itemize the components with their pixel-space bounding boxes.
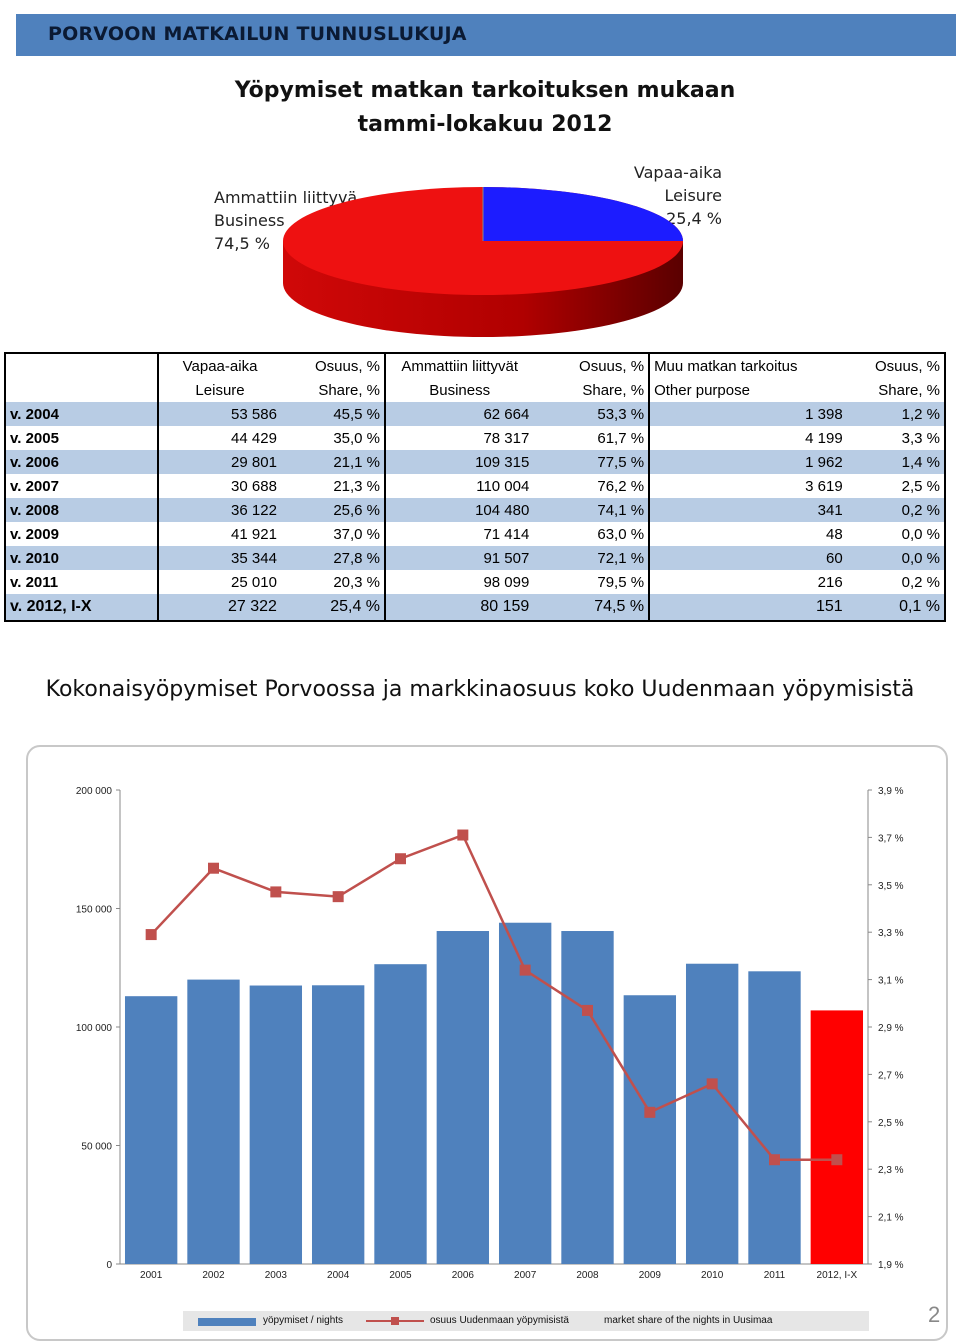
share-marker: [457, 830, 468, 841]
page-number: 2: [928, 1302, 941, 1327]
right-tick-label: 3,7 %: [878, 833, 904, 845]
legend-share-swatch: [366, 1315, 424, 1327]
cell-other-share: 1,2 %: [847, 402, 945, 426]
cell-business: 109 315: [385, 450, 533, 474]
th-business-en: Business: [429, 381, 491, 399]
cell-other-share: 0,0 %: [847, 522, 945, 546]
x-tick-label: 2009: [638, 1270, 661, 1281]
cell-year: v. 2012, I-X: [5, 594, 158, 621]
x-tick-label: 2001: [140, 1270, 163, 1281]
cell-leisure: 29 801: [158, 450, 281, 474]
share-marker: [146, 929, 157, 940]
x-tick-label: 2005: [389, 1270, 412, 1281]
bar: [811, 1010, 863, 1264]
right-tick-label: 3,3 %: [878, 928, 904, 940]
cell-leisure-share: 21,3 %: [281, 474, 385, 498]
cell-leisure: 25 010: [231, 573, 277, 591]
bar: [561, 931, 613, 1264]
pie-business-name: Ammattiin liittyvä: [214, 188, 358, 207]
th-leisure-share: Osuus, %: [281, 353, 385, 378]
cell-leisure-share: 20,3 %: [281, 570, 385, 594]
right-tick-label: 1,9 %: [878, 1260, 904, 1271]
th-other-share-en: Share, %: [847, 378, 945, 402]
cell-other-share: 1,4 %: [847, 450, 945, 474]
cell-business-share: 53,3 %: [533, 402, 649, 426]
combo-chart-title: Kokonaisyöpymiset Porvoossa ja markkinaosuus koko Uudenmaan yöpymisistä: [45, 677, 915, 702]
bar: [437, 931, 489, 1264]
cell-leisure: 53 586: [158, 402, 281, 426]
pie-title-line1: Yöpymiset matkan tarkoituksen mukaan: [234, 78, 736, 103]
cell-business-share: 77,5 %: [533, 450, 649, 474]
pie-title-line2: tammi-lokakuu 2012: [357, 112, 613, 137]
right-tick-label: 3,1 %: [878, 975, 904, 987]
share-marker: [520, 965, 531, 976]
cell-leisure: 41 921: [231, 525, 277, 543]
share-marker: [270, 886, 281, 897]
cell-other-share: 0,1 %: [847, 594, 945, 621]
share-marker: [644, 1107, 655, 1118]
cell-business: 110 004: [476, 477, 530, 495]
cell-year: v. 2008: [5, 498, 158, 522]
cell-other: 1 398: [649, 402, 847, 426]
legend-share-label-en: market share of the nights in Uusimaa: [604, 1315, 773, 1326]
cell-business-share: 74,1 %: [533, 498, 649, 522]
cell-other-share: 0,0 %: [847, 546, 945, 570]
cell-business-share: 61,7 %: [533, 426, 649, 450]
x-tick-label: 2011: [763, 1270, 786, 1281]
share-marker: [208, 863, 219, 874]
legend-share-label: osuus Uudenmaan yöpymisistä: [430, 1315, 569, 1326]
cell-other-share: 0,2 %: [847, 498, 945, 522]
cell-leisure-share: 25,6 %: [281, 498, 385, 522]
x-tick-label: 2008: [576, 1270, 599, 1281]
left-tick-label: 50 000: [81, 1141, 112, 1153]
bar: [312, 985, 364, 1264]
x-tick-label: 2007: [514, 1270, 537, 1281]
cell-business: 91 507: [385, 546, 533, 570]
share-marker: [333, 891, 344, 902]
share-marker: [707, 1078, 718, 1089]
right-tick-label: 2,9 %: [878, 1023, 904, 1034]
pie-leisure-name: Vapaa-aika: [633, 163, 722, 182]
th-business-share: Osuus, %: [533, 353, 649, 378]
x-tick-label: 2010: [701, 1270, 724, 1281]
share-marker: [395, 853, 406, 864]
cell-leisure-share: 45,5 %: [281, 402, 385, 426]
x-tick-label: 2004: [327, 1270, 350, 1281]
right-tick-label: 2,3 %: [878, 1165, 904, 1177]
bar: [187, 980, 239, 1264]
cell-other: 341: [649, 498, 847, 522]
th-leisure-en: Leisure: [195, 381, 245, 399]
cell-leisure-share: 21,1 %: [281, 450, 385, 474]
left-tick-label: 200 000: [75, 786, 112, 797]
cell-leisure-share: 25,4 %: [281, 594, 385, 621]
cell-business-share: 79,5 %: [533, 570, 649, 594]
share-marker: [582, 1005, 593, 1016]
cell-year: v. 2011: [5, 570, 158, 594]
right-tick-label: 2,1 %: [878, 1212, 904, 1224]
th-leisure-share-en: Share, %: [281, 378, 385, 402]
cell-other: 48: [826, 525, 843, 543]
th-leisure: Vapaa-aika: [182, 357, 258, 375]
left-tick-label: 0: [106, 1260, 112, 1271]
legend-nights-label: yöpymiset / nights: [263, 1315, 344, 1326]
cell-year: v. 2010: [5, 546, 158, 570]
x-tick-label: 2003: [264, 1270, 287, 1281]
bar: [624, 995, 676, 1264]
x-tick-label: 2002: [202, 1270, 225, 1281]
pie-business-pct: 74,5 %: [214, 234, 270, 253]
cell-leisure: 44 429: [231, 429, 277, 447]
cell-leisure: 30 688: [231, 477, 277, 495]
cell-business-share: 72,1 %: [533, 546, 649, 570]
legend-nights-swatch: [198, 1318, 256, 1326]
right-tick-label: 3,9 %: [878, 786, 904, 797]
th-other-share: Osuus, %: [847, 353, 945, 378]
share-marker: [769, 1154, 780, 1165]
x-tick-label: 2006: [451, 1270, 474, 1281]
cell-other-share: 3,3 %: [847, 426, 945, 450]
pie-leisure-en: Leisure: [664, 186, 722, 205]
cell-business-share: 63,0 %: [533, 522, 649, 546]
bar: [374, 964, 426, 1264]
th-other: Muu matkan tarkoitus: [654, 357, 798, 375]
cell-other: 1 962: [649, 450, 847, 474]
cell-business: 62 664: [385, 402, 533, 426]
cell-other: 3 619: [805, 477, 843, 495]
pie-business-en: Business: [214, 211, 285, 230]
cell-business: 80 159: [385, 594, 533, 621]
cell-leisure-share: 37,0 %: [281, 522, 385, 546]
cell-other: 216: [817, 573, 843, 591]
cell-year: v. 2007: [5, 474, 158, 498]
cell-business: 78 317: [483, 429, 530, 447]
cell-other-share: 2,5 %: [847, 474, 945, 498]
cell-leisure-share: 27,8 %: [281, 546, 385, 570]
cell-other: 60: [649, 546, 847, 570]
cell-leisure: 27 322: [158, 594, 281, 621]
right-tick-label: 2,7 %: [878, 1070, 904, 1082]
bar: [748, 971, 800, 1264]
th-business: Ammattiin liittyvät: [401, 357, 519, 375]
cell-business: 98 099: [483, 573, 530, 591]
right-tick-label: 2,5 %: [878, 1117, 904, 1129]
cell-leisure: 35 344: [158, 546, 281, 570]
cell-other: 4 199: [805, 429, 843, 447]
cell-other: 151: [649, 594, 847, 621]
cell-leisure: 36 122: [158, 498, 281, 522]
left-tick-label: 100 000: [75, 1023, 112, 1034]
right-tick-label: 3,5 %: [878, 880, 904, 892]
x-tick-label: 2012, I-X: [816, 1270, 858, 1281]
pie-leisure-pct: 25,4 %: [666, 209, 722, 228]
cell-year: v. 2006: [5, 450, 158, 474]
share-marker: [831, 1154, 842, 1165]
page-header-title: PORVOON MATKAILUN TUNNUSLUKUJA: [48, 23, 467, 45]
cell-leisure-share: 35,0 %: [281, 426, 385, 450]
cell-business-share: 76,2 %: [533, 474, 649, 498]
bar: [250, 986, 302, 1264]
left-tick-label: 150 000: [75, 904, 112, 916]
cell-other-share: 0,2 %: [847, 570, 945, 594]
cell-year: v. 2005: [5, 426, 158, 450]
cell-business: 104 480: [385, 498, 533, 522]
bar: [125, 996, 177, 1264]
cell-year: v. 2004: [5, 402, 158, 426]
bar: [686, 964, 738, 1264]
cell-business-share: 74,5 %: [533, 594, 649, 621]
cell-year: v. 2009: [5, 522, 158, 546]
th-business-share-en: Share, %: [533, 378, 649, 402]
cell-business: 71 414: [483, 525, 530, 543]
th-other-en: Other purpose: [654, 381, 750, 399]
